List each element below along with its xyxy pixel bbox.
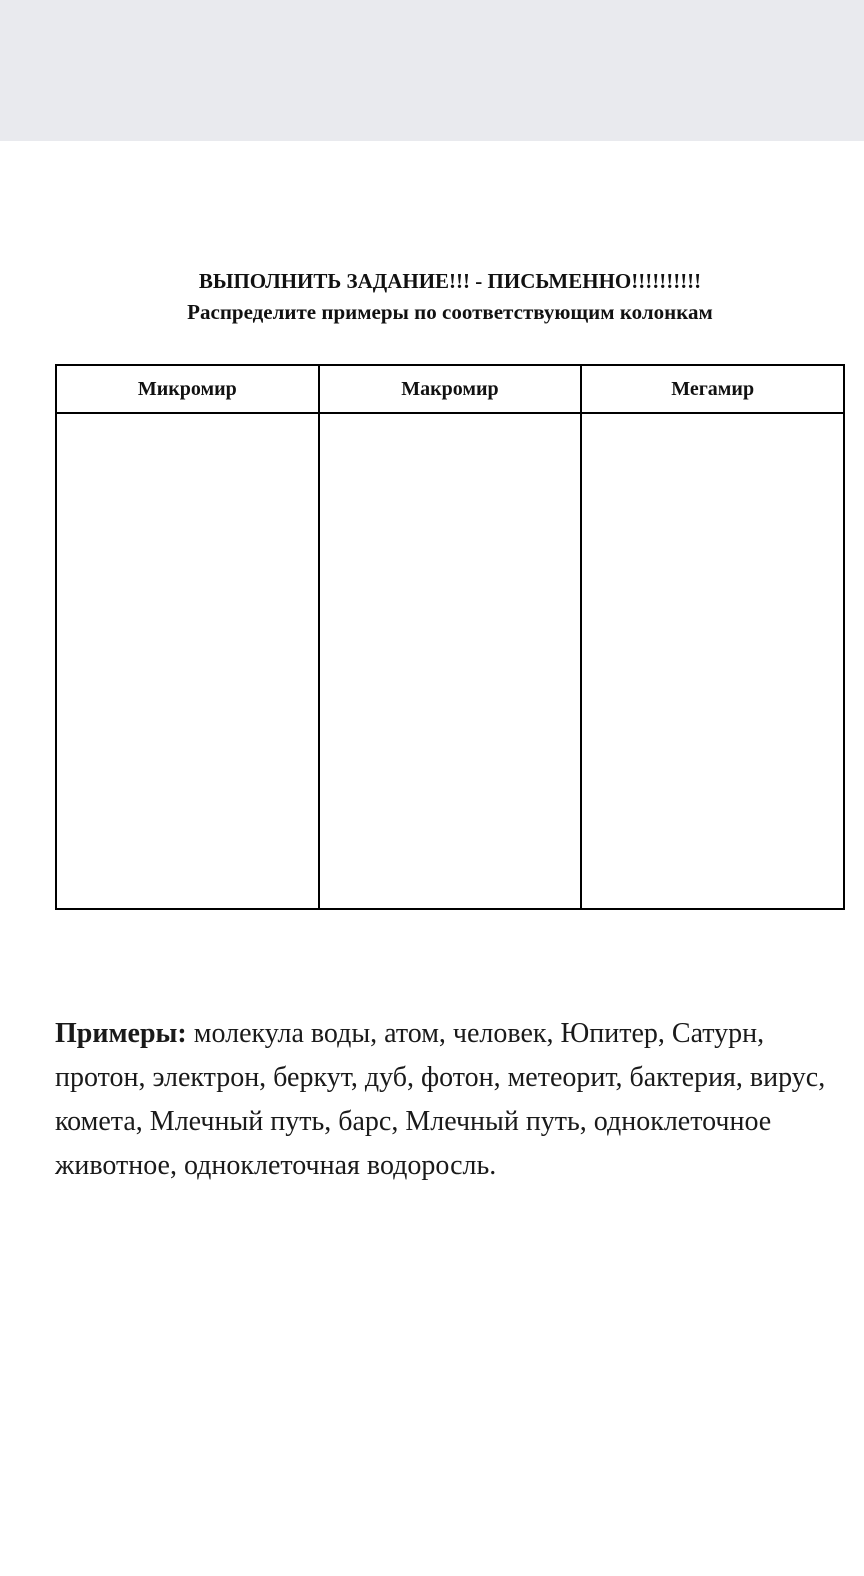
examples-paragraph	[55, 1012, 855, 1188]
answer-cell-mega[interactable]	[581, 413, 844, 909]
column-header-macro: Макромир	[319, 365, 582, 413]
answer-cell-macro[interactable]	[319, 413, 582, 909]
table-answer-row	[56, 413, 844, 909]
column-header-micro: Микромир	[56, 365, 319, 413]
worksheet-table	[55, 364, 845, 910]
examples-label: Примеры:	[55, 1018, 187, 1049]
table-header-row	[56, 365, 844, 413]
column-header-mega: Мегамир	[581, 365, 844, 413]
answer-cell-micro[interactable]	[56, 413, 319, 909]
top-gray-band	[0, 0, 864, 141]
examples-text: молекула воды, атом, человек, Юпитер, Сатурн, протон, электрон, беркут, дуб, фотон, метеорит, бактерия, вирус, комета, Млечный путь, барс, Млечный путь, одноклеточное животное, одноклеточная водоросль.	[55, 1018, 826, 1181]
page-subtitle: Распределите примеры по соответствующим колонкам	[187, 300, 713, 324]
page-title: ВЫПОЛНИТЬ ЗАДАНИЕ!!! - ПИСЬМЕННО!!!!!!!!!!	[198, 269, 702, 293]
